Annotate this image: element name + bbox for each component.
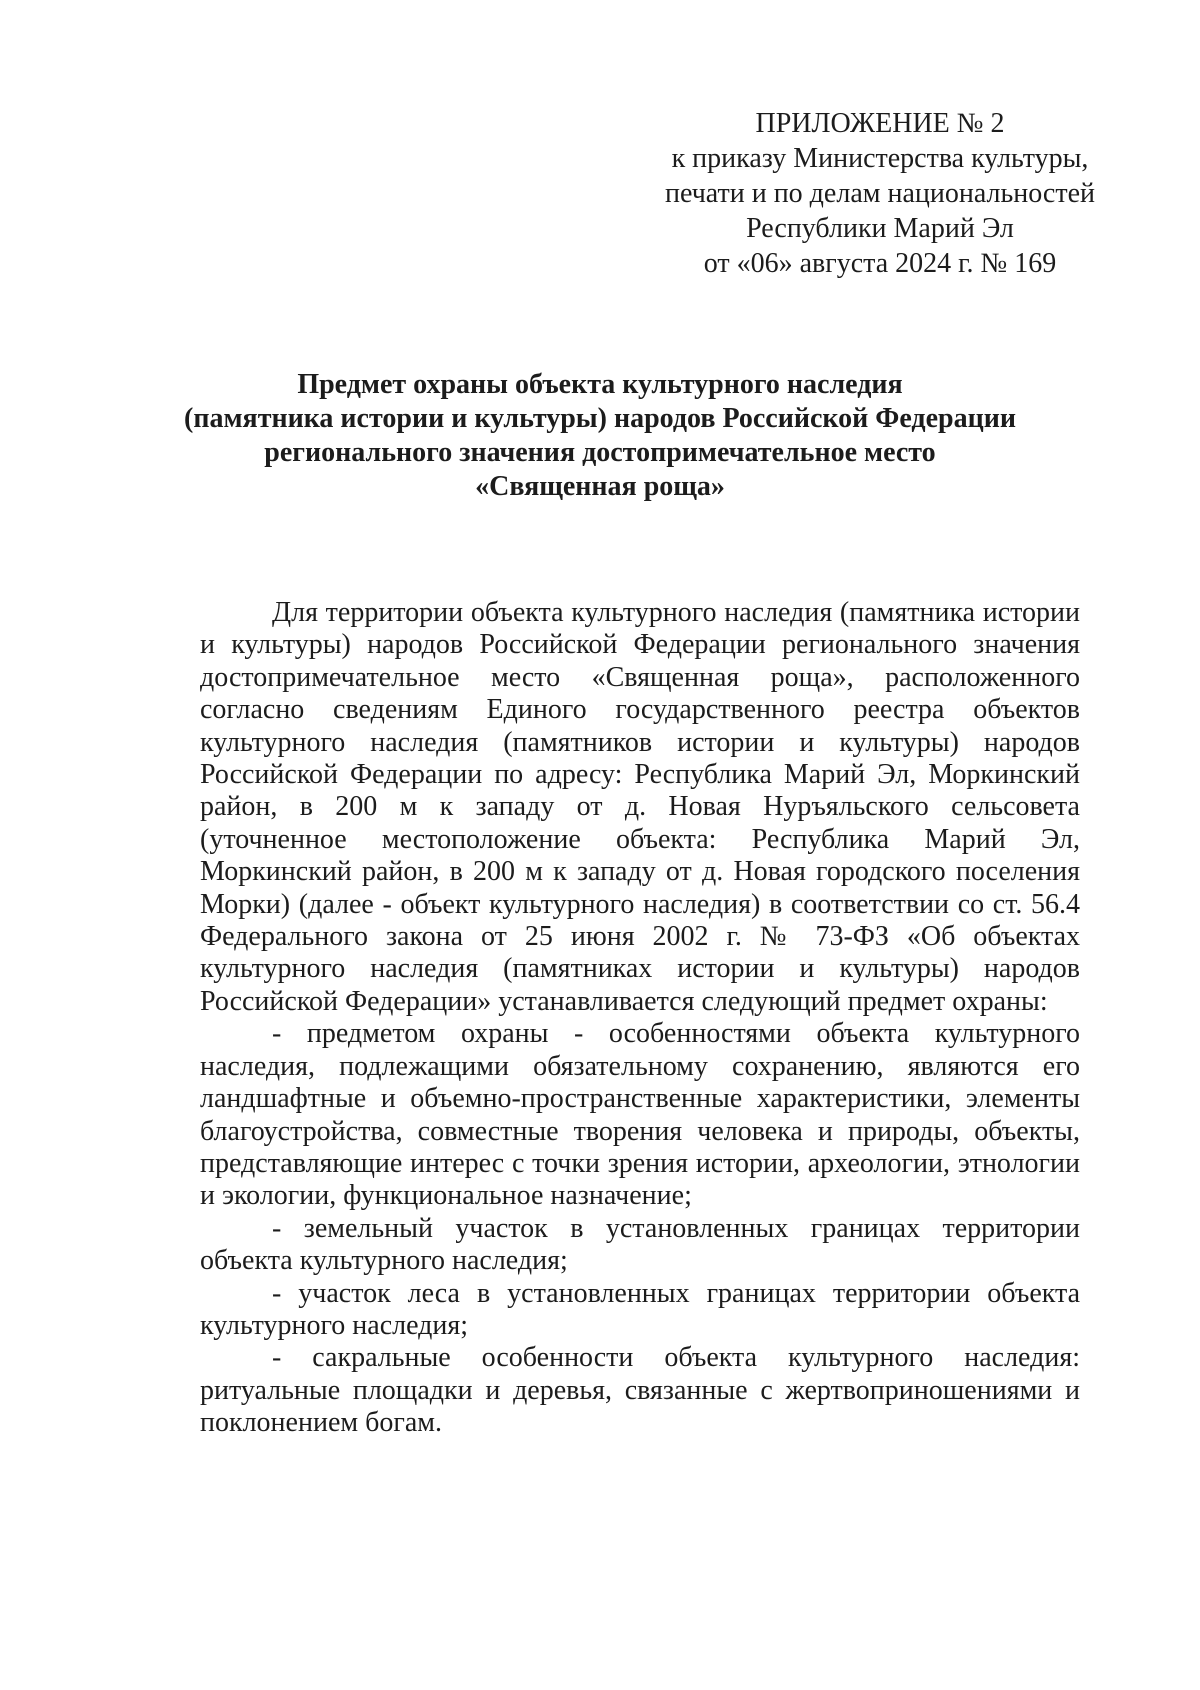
- appendix-republic: Республики Марий Эл: [746, 213, 1014, 244]
- document-body: [200, 597, 1080, 1440]
- protection-item: - предметом охраны - особенностями объекта культурного наследия, подлежащими обязательному сохранению, являются его ландшафтные и объемно-пространственные характеристики, элементы благоустройства, совместные творения человека и природы, объекты, представляющие интерес с точки зрения истории, археологии, этнологии и экологии, функциональное назначение;: [200, 1018, 1080, 1212]
- appendix-order-date: от «06» августа 2024 г. № 169: [703, 248, 1057, 279]
- intro-paragraph: Для территории объекта культурного наследия (памятника истории и культуры) народов Российской Федерации регионального значения достопримечательное место «Священная роща», расположенного согласно сведениям Единого государственного реестра объектов культурного наследия (памятников истории и культуры) народов Российской Федерации по адресу: Республика Марий Эл, Моркинский район, в 200 м к западу от д. Новая Нуръяльского сельсовета (уточненное местоположение объекта: Республика Марий Эл, Моркинский район, в 200 м к западу от д. Новая городского поселения Морки) (далее - объект культурного наследия) в соответствии со ст. 56.4 Федерального закона от 25 июня 2002 г. № 73-ФЗ «Об объектах культурного наследия (памятниках истории и культуры) народов Российской Федерации» устанавливается следующий предмет охраны:: [200, 597, 1080, 1017]
- protection-item: - сакральные особенности объекта культурного наследия: ритуальные площадки и деревья, связанные с жертвоприношениями и поклонением богам.: [200, 1342, 1080, 1439]
- title-line-4: «Священная роща»: [475, 471, 725, 502]
- protection-item: - земельный участок в установленных границах территории объекта культурного наследия;: [200, 1212, 1080, 1277]
- appendix-header: [640, 106, 1120, 281]
- protection-item: - участок леса в установленных границах территории объекта культурного наследия;: [200, 1277, 1080, 1341]
- appendix-number: ПРИЛОЖЕНИЕ № 2: [755, 108, 1005, 139]
- appendix-ministry: печати и по делам национальностей: [664, 178, 1096, 209]
- title-line-2: (памятника истории и культуры) народов Российской Федерации: [184, 403, 1016, 434]
- title-line-1: Предмет охраны объекта культурного наследия: [297, 369, 903, 400]
- document-title: [180, 368, 1020, 504]
- title-line-3: регионального значения достопримечательное место: [264, 437, 936, 468]
- appendix-order-ref: к приказу Министерства культуры,: [671, 143, 1089, 174]
